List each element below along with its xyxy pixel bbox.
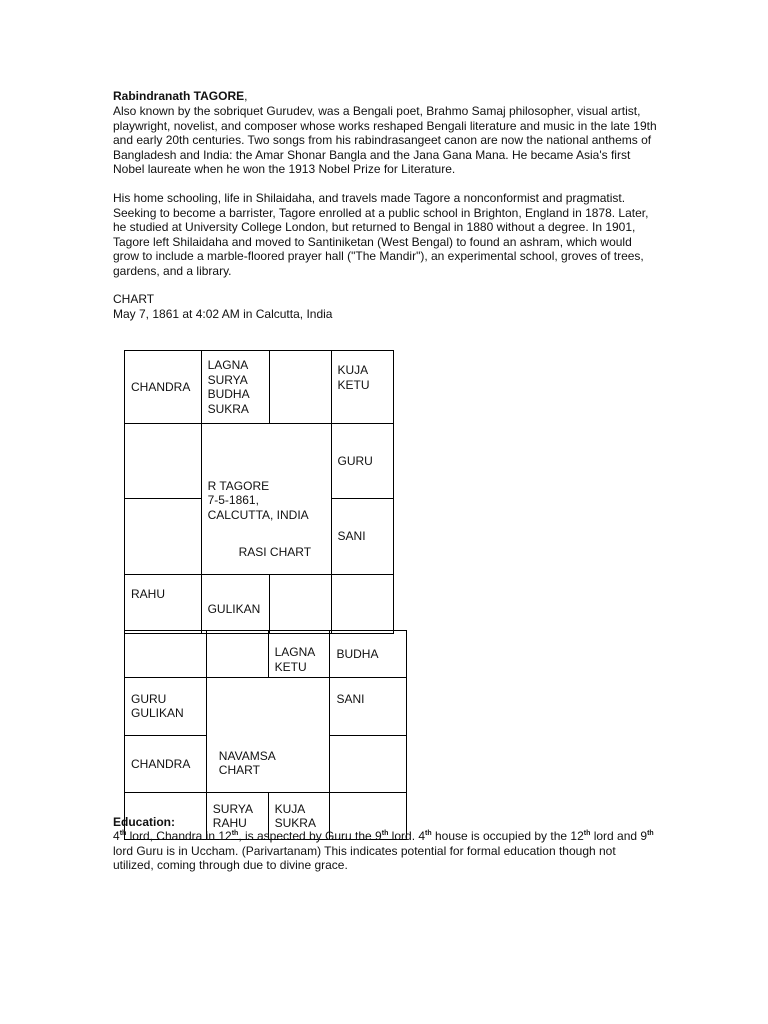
edu-sup-1: th: [119, 830, 127, 837]
rasi-house-7: [125, 499, 202, 574]
edu-text-3: , is aspected by Guru the 9: [238, 829, 382, 843]
navamsa-house-6: SANI: [330, 678, 407, 736]
navamsa-chart-label: NAVAMSA CHART: [218, 748, 276, 777]
intro-paragraph: Also known by the sobriquet Gurudev, was a Bengali poet, Brahmo Samaj philosopher, visual artist, playwright, novelist, and composer whose works reshaped Bengali literature and music in the late 19th and early 20th centuries. Two songs from his rabindrasangeet canon are now the national anthems of Bangladesh and India: the Amar Shonar Bangla and the Jana Gana Mana. He became Asia's first Nobel laureate when he won the 1913 Nobel Prize for Literature.: [113, 104, 657, 176]
navamsa-house-8: [330, 735, 407, 793]
edu-sup-3: th: [381, 830, 389, 837]
rasi-house-1: CHANDRA: [125, 351, 202, 424]
navamsa-house-2: [206, 631, 268, 678]
doc-title: [113, 89, 658, 104]
rasi-house-8: SANI: [331, 499, 393, 574]
chart-label: CHART: [113, 292, 155, 306]
biography-paragraph: His home schooling, life in Shilaidaha, and travels made Tagore a nonconformist and pragmatist. Seeking to become a barrister, Tagore enrolled at a public school in Brighton, England in 1878. Later, he studied at University College London, but returned to Bengal in 1880 without a degree. In 1901, Tagore left Shilaidaha and moved to Santiniketan (West Bengal) to found an ashram, which would grow to include a marble-floored prayer hall ("The Mandir"), an experimental school, groves of trees, gardens, and a library.: [113, 191, 649, 278]
rasi-house-4: KUJA KETU: [331, 351, 393, 424]
education-heading: Education:: [113, 815, 175, 829]
edu-text-4: lord. 4: [388, 829, 426, 843]
edu-text-2: lord, Chandra in 12: [126, 829, 232, 843]
rasi-house-10: GULIKAN: [201, 574, 270, 633]
rasi-center: [201, 424, 331, 575]
navamsa-house-4: BUDHA: [330, 631, 407, 678]
rasi-center-text: R TAGORE 7-5-1861, CALCUTTA, INDIA: [207, 478, 309, 522]
rasi-house-12: [331, 574, 393, 633]
chart-date: May 7, 1861 at 4:02 AM in Calcutta, India: [113, 307, 333, 321]
rasi-chart-label: RASI CHART: [238, 544, 312, 559]
navamsa-house-10: SURYA RAHU: [206, 793, 268, 840]
edu-text-7: lord Guru is in Uccham. (Parivartanam) This indicates potential for formal education though not utilized, coming through due to divine grace.: [113, 843, 616, 872]
rasi-house-9: RAHU: [125, 574, 202, 633]
edu-sup-4: th: [425, 830, 432, 837]
title-name: Rabindranath TAGORE: [113, 89, 245, 103]
title-suffix: ,: [244, 89, 248, 103]
rasi-chart: [124, 350, 394, 634]
edu-text-6: lord and 9: [590, 829, 648, 843]
edu-sup-2: th: [231, 830, 239, 837]
navamsa-house-5: GURU GULIKAN: [125, 678, 207, 736]
rasi-house-6: GURU: [331, 424, 393, 499]
navamsa-house-11: KUJA SUKRA: [268, 793, 330, 840]
edu-sup-6: th: [647, 830, 654, 837]
rasi-house-3: [270, 351, 331, 424]
rasi-house-2: LAGNA SURYA BUDHA SUKRA: [201, 351, 270, 424]
navamsa-house-3: LAGNA KETU: [268, 631, 330, 678]
navamsa-house-1: [125, 631, 207, 678]
navamsa-house-7: CHANDRA: [125, 735, 207, 793]
navamsa-chart: [124, 630, 407, 840]
edu-text-1: 4: [113, 829, 120, 843]
rasi-house-5: [125, 424, 202, 499]
education-paragraph: [113, 829, 658, 873]
edu-sup-5: th: [583, 830, 591, 837]
navamsa-center: [206, 678, 330, 793]
rasi-house-11: [270, 574, 331, 633]
edu-text-5: house is occupied by the 12: [431, 829, 584, 843]
